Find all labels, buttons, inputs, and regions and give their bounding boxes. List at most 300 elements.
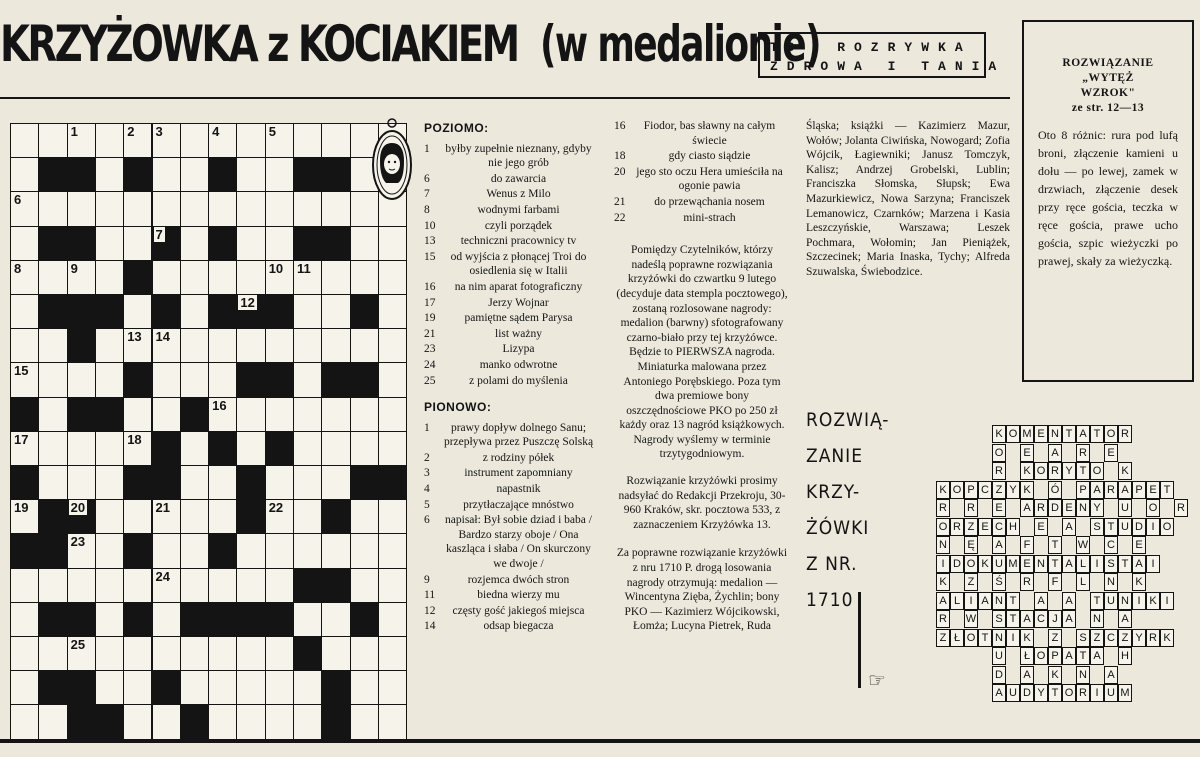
solution-cell: T <box>1062 425 1076 443</box>
clue-item <box>424 358 598 373</box>
grid-cell[interactable] <box>123 191 152 226</box>
grid-cell[interactable] <box>38 362 67 397</box>
grid-cell[interactable] <box>293 123 322 158</box>
clue-number: 7 <box>424 188 430 201</box>
grid-cell[interactable] <box>378 226 407 261</box>
grid-cell[interactable] <box>350 260 379 295</box>
solution-cell: A <box>1062 555 1076 573</box>
solution-cell: Ł <box>950 629 964 647</box>
grid-cell[interactable] <box>180 670 209 705</box>
solution-cell: A <box>1062 647 1076 665</box>
grid-cell[interactable] <box>321 636 350 671</box>
grid-cell[interactable] <box>236 226 265 261</box>
solution-cell: K <box>1118 462 1132 480</box>
grid-cell[interactable] <box>236 636 265 671</box>
clue-number: 17 <box>424 296 436 309</box>
grid-cell[interactable] <box>236 328 265 363</box>
grid-block-cell <box>236 602 265 637</box>
grid-cell[interactable] <box>180 328 209 363</box>
clue-number: 21 <box>155 500 170 516</box>
solution-cell: S <box>1104 555 1118 573</box>
clue-text: manko odwrotne <box>479 358 558 371</box>
grid-cell[interactable] <box>10 157 39 192</box>
grid-cell[interactable] <box>180 431 209 466</box>
grid-cell[interactable] <box>293 704 322 739</box>
grid-cell[interactable] <box>378 568 407 603</box>
solution-cell: E <box>1020 444 1034 462</box>
grid-cell[interactable] <box>123 704 152 739</box>
solution-cell: R <box>1118 425 1132 443</box>
grid-cell[interactable] <box>378 602 407 637</box>
clue-number: 6 <box>14 192 22 208</box>
clue-number: 15 <box>14 363 29 379</box>
clue-number: 9 <box>70 260 78 276</box>
solution-cell: A <box>1020 499 1034 517</box>
grid-block-cell <box>208 226 237 261</box>
solution-cell: R <box>950 518 964 536</box>
solution-cell: T <box>1048 536 1062 554</box>
solution-cell: A <box>1076 425 1090 443</box>
clue-number: 1 <box>424 421 430 434</box>
grid-cell[interactable] <box>123 294 152 329</box>
solution-cell: S <box>1076 629 1090 647</box>
grid-block-cell <box>67 397 96 432</box>
grid-cell[interactable] <box>95 431 124 466</box>
grid-block-cell <box>293 226 322 261</box>
grid-cell[interactable] <box>378 362 407 397</box>
grid-cell[interactable] <box>208 670 237 705</box>
grid-cell[interactable] <box>321 431 350 466</box>
grid-cell[interactable] <box>236 568 265 603</box>
clue-text: wodnymi farbami <box>477 203 560 216</box>
solution-cell: S <box>1090 518 1104 536</box>
grid-cell[interactable] <box>265 636 294 671</box>
grid-cell[interactable] <box>208 568 237 603</box>
pointing-hand-icon: ☞ <box>868 670 886 692</box>
solution-cell: N <box>992 629 1006 647</box>
grid-cell[interactable] <box>95 465 124 500</box>
solution-cell: A <box>992 536 1006 554</box>
grid-cell[interactable] <box>180 499 209 534</box>
grid-cell[interactable] <box>293 328 322 363</box>
grid-cell[interactable] <box>350 226 379 261</box>
solution-cell: O <box>1160 518 1174 536</box>
solution-cell: F <box>1048 573 1062 591</box>
grid-cell[interactable] <box>350 431 379 466</box>
solution-cell: D <box>1048 499 1062 517</box>
grid-cell[interactable] <box>180 123 209 158</box>
grid-cell[interactable] <box>293 431 322 466</box>
grid-cell[interactable] <box>321 294 350 329</box>
solution-cell: S <box>992 610 1006 628</box>
grid-cell[interactable] <box>38 465 67 500</box>
clue-number: 1 <box>424 142 430 155</box>
grid-block-cell <box>293 636 322 671</box>
grid-cell[interactable] <box>180 294 209 329</box>
clue-number: 4 <box>424 483 430 496</box>
grid-cell[interactable] <box>95 568 124 603</box>
grid-cell[interactable] <box>208 191 237 226</box>
grid-cell[interactable] <box>123 499 152 534</box>
grid-cell[interactable] <box>10 568 39 603</box>
grid-cell[interactable] <box>95 670 124 705</box>
solution-cell: R <box>964 499 978 517</box>
grid-cell[interactable] <box>208 499 237 534</box>
clue-number: 5 <box>424 498 430 511</box>
solution-cell: I <box>1006 629 1020 647</box>
solution-cell: A <box>1132 555 1146 573</box>
grid-cell[interactable] <box>152 704 181 739</box>
grid-cell[interactable] <box>123 226 152 261</box>
contest-text: Pomiędzy Czytelników, którzy nadeślą poprawne rozwiązania krzyżówki do czwartku 9 lutego (decyduje data stempla pocztowego), zostaną rozlosowane nagrody: medalion (barwny) sfotografowany czarno-biało przy tej krzyżówce. Będzie to PIERWSZA nagroda. Miniaturka malowana przez Antoniego Porębskiego. Poza tym dwa premiowe bony oszczędnościowe PKO po 250 zł każdy oraz 13 nagród książkowych. Nagrody wyślemy w terminie trzytygodniowym. <box>616 244 788 461</box>
grid-cell[interactable] <box>152 157 181 192</box>
clue-item <box>424 203 598 218</box>
grid-cell[interactable] <box>123 568 152 603</box>
grid-cell[interactable] <box>321 123 350 158</box>
grid-cell[interactable] <box>378 260 407 295</box>
solution-cell: Ś <box>992 573 1006 591</box>
grid-cell[interactable] <box>10 602 39 637</box>
grid-block-cell <box>38 294 67 329</box>
grid-cell[interactable] <box>95 362 124 397</box>
solution-cell: R <box>1076 684 1090 702</box>
solution-cell: D <box>1020 684 1034 702</box>
solution-cell: A <box>936 592 950 610</box>
grid-cell[interactable] <box>236 533 265 568</box>
grid-block-cell <box>123 157 152 192</box>
grid-cell[interactable] <box>10 294 39 329</box>
grid-cell[interactable] <box>67 465 96 500</box>
grid-cell[interactable] <box>38 123 67 158</box>
solution-cell: E <box>1132 536 1146 554</box>
grid-cell[interactable] <box>236 191 265 226</box>
solution-cell: K <box>1020 629 1034 647</box>
solution-cell: N <box>1076 499 1090 517</box>
grid-cell[interactable] <box>350 499 379 534</box>
grid-cell[interactable] <box>236 123 265 158</box>
grid-cell[interactable] <box>180 226 209 261</box>
grid-cell[interactable] <box>10 328 39 363</box>
clue-text: z polami do myślenia <box>469 374 568 387</box>
grid-block-cell <box>152 670 181 705</box>
grid-cell[interactable] <box>378 636 407 671</box>
grid-cell[interactable] <box>293 533 322 568</box>
grid-cell[interactable] <box>378 533 407 568</box>
grid-cell[interactable] <box>95 533 124 568</box>
solution-cell: O <box>1146 499 1160 517</box>
grid-cell[interactable] <box>95 499 124 534</box>
solution-cell: N <box>1104 573 1118 591</box>
grid-cell[interactable] <box>67 431 96 466</box>
solution-cell: O <box>950 481 964 499</box>
grid-cell[interactable] <box>321 533 350 568</box>
solution-cell: P <box>1076 481 1090 499</box>
grid-cell[interactable] <box>236 431 265 466</box>
clue-number: 12 <box>240 295 255 310</box>
grid-block-cell <box>95 704 124 739</box>
solution-cell: W <box>1076 536 1090 554</box>
solution-cell: Z <box>1090 629 1104 647</box>
solution-cell: A <box>1062 610 1076 628</box>
grid-cell[interactable] <box>123 636 152 671</box>
clue-text: do zawarcia <box>490 172 547 185</box>
grid-cell[interactable] <box>265 328 294 363</box>
clue-text: od wyjścia z płonącej Troi do osiedlenia się w Italii <box>450 250 587 278</box>
solution-cell: Z <box>1048 629 1062 647</box>
grid-block-cell <box>38 533 67 568</box>
clue-number: 20 <box>614 165 626 178</box>
solution-cell: K <box>1048 666 1062 684</box>
clue-number: 2 <box>424 451 430 464</box>
grid-cell[interactable] <box>10 226 39 261</box>
grid-cell[interactable] <box>293 670 322 705</box>
solution-cell: D <box>950 555 964 573</box>
solution-cell: A <box>992 684 1006 702</box>
grid-cell[interactable] <box>265 568 294 603</box>
grid-cell[interactable] <box>95 191 124 226</box>
grid-cell[interactable] <box>321 602 350 637</box>
grid-cell[interactable] <box>321 328 350 363</box>
grid-cell[interactable] <box>265 465 294 500</box>
grid-cell[interactable] <box>321 465 350 500</box>
grid-cell[interactable] <box>293 602 322 637</box>
solution-cell: U <box>1006 684 1020 702</box>
solution-cell: H <box>1006 518 1020 536</box>
clue-item <box>424 172 598 187</box>
medallion-icon <box>370 117 414 203</box>
clue-item <box>424 421 598 450</box>
solution-cell: K <box>1020 462 1034 480</box>
grid-cell[interactable] <box>236 157 265 192</box>
grid-cell[interactable] <box>378 294 407 329</box>
grid-cell[interactable] <box>236 397 265 432</box>
clue-item <box>424 466 598 481</box>
grid-cell[interactable] <box>180 533 209 568</box>
solution-cell: E <box>1104 444 1118 462</box>
grid-block-cell <box>180 602 209 637</box>
solution-box <box>1022 20 1194 382</box>
grid-cell[interactable] <box>38 260 67 295</box>
solution-cell: R <box>1146 629 1160 647</box>
grid-cell[interactable] <box>152 636 181 671</box>
clue-text: gdy ciasto siądzie <box>668 150 751 163</box>
solution-cell: D <box>1132 518 1146 536</box>
grid-cell[interactable] <box>95 328 124 363</box>
grid-cell[interactable] <box>321 260 350 295</box>
grid-cell[interactable] <box>95 602 124 637</box>
solution-cell: O <box>1034 462 1048 480</box>
grid-cell[interactable] <box>236 670 265 705</box>
solution-cell: N <box>936 536 950 554</box>
solution-cell: Y <box>1006 481 1020 499</box>
solution-cell: Z <box>992 481 1006 499</box>
solution-cell: Ł <box>1020 647 1034 665</box>
grid-block-cell <box>152 294 181 329</box>
grid-cell[interactable] <box>10 123 39 158</box>
solution-cell: A <box>1090 647 1104 665</box>
grid-cell[interactable] <box>208 362 237 397</box>
grid-cell[interactable] <box>208 704 237 739</box>
grid-cell[interactable] <box>67 191 96 226</box>
clue-number: 14 <box>155 329 170 345</box>
grid-cell[interactable] <box>265 191 294 226</box>
grid-cell[interactable] <box>265 704 294 739</box>
grid-cell[interactable] <box>38 397 67 432</box>
grid-cell[interactable] <box>10 670 39 705</box>
solution-cell: K <box>1020 481 1034 499</box>
grid-cell[interactable] <box>293 499 322 534</box>
grid-cell[interactable] <box>10 636 39 671</box>
grid-cell[interactable] <box>293 294 322 329</box>
grid-cell[interactable] <box>321 397 350 432</box>
grid-cell[interactable] <box>378 499 407 534</box>
solution-cell: Z <box>936 629 950 647</box>
clue-item <box>424 234 598 249</box>
solution-cell: M <box>1006 555 1020 573</box>
grid-cell[interactable] <box>293 362 322 397</box>
grid-cell[interactable] <box>350 328 379 363</box>
grid-cell[interactable] <box>38 704 67 739</box>
grid-cell[interactable] <box>180 157 209 192</box>
grid-cell[interactable] <box>123 397 152 432</box>
grid-cell[interactable] <box>350 533 379 568</box>
grid-cell[interactable] <box>236 704 265 739</box>
solution-cell: O <box>1034 647 1048 665</box>
grid-cell[interactable] <box>378 328 407 363</box>
header-rule <box>0 97 1010 99</box>
solution-cell: O <box>1006 425 1020 443</box>
clue-text: czyli porządek <box>484 219 553 232</box>
clue-item <box>614 149 790 164</box>
grid-cell[interactable] <box>67 568 96 603</box>
grid-cell[interactable] <box>95 260 124 295</box>
clue-text: mini-strach <box>683 211 736 224</box>
grid-cell[interactable] <box>38 328 67 363</box>
grid-cell[interactable] <box>265 226 294 261</box>
grid-cell[interactable] <box>208 328 237 363</box>
grid-cell[interactable] <box>350 568 379 603</box>
grid-cell[interactable] <box>38 431 67 466</box>
grid-cell[interactable] <box>265 533 294 568</box>
grid-cell[interactable] <box>293 191 322 226</box>
clue-number: 18 <box>127 431 142 447</box>
clue-number: 1 <box>70 124 78 139</box>
grid-cell[interactable] <box>321 191 350 226</box>
clue-item <box>424 482 598 497</box>
grid-cell[interactable] <box>95 157 124 192</box>
grid-cell[interactable] <box>378 670 407 705</box>
grid-cell[interactable] <box>378 431 407 466</box>
grid-cell[interactable] <box>265 397 294 432</box>
clue-text: jego sto oczu Hera umieściła na ogonie pawia <box>636 165 783 193</box>
grid-cell[interactable] <box>378 704 407 739</box>
grid-cell[interactable] <box>350 704 379 739</box>
clue-number: 6 <box>424 172 430 185</box>
grid-cell[interactable] <box>208 260 237 295</box>
grid-cell[interactable] <box>236 260 265 295</box>
grid-cell[interactable] <box>180 191 209 226</box>
solution-cell: E <box>1020 555 1034 573</box>
grid-block-cell <box>378 465 407 500</box>
grid-cell[interactable] <box>38 191 67 226</box>
grid-block-cell <box>321 499 350 534</box>
grid-cell[interactable] <box>293 397 322 432</box>
grid-cell[interactable] <box>180 568 209 603</box>
clue-item <box>424 374 598 389</box>
clue-item <box>424 187 598 202</box>
grid-cell[interactable] <box>152 191 181 226</box>
grid-block-cell <box>123 362 152 397</box>
grid-cell[interactable] <box>152 397 181 432</box>
grid-cell[interactable] <box>350 397 379 432</box>
grid-block-cell <box>123 602 152 637</box>
grid-cell[interactable] <box>152 602 181 637</box>
grid-cell[interactable] <box>152 533 181 568</box>
grid-cell[interactable] <box>265 670 294 705</box>
grid-cell[interactable] <box>180 362 209 397</box>
grid-cell[interactable] <box>180 636 209 671</box>
grid-block-cell <box>350 602 379 637</box>
solution-cell: A <box>1062 518 1076 536</box>
clue-number: 22 <box>268 500 284 516</box>
grid-cell[interactable] <box>10 704 39 739</box>
grid-block-cell <box>67 704 96 739</box>
solution-cell: T <box>1076 462 1090 480</box>
grid-cell[interactable] <box>152 362 181 397</box>
grid-cell[interactable] <box>350 670 379 705</box>
clue-number: 9 <box>424 573 430 586</box>
solution-cell: O <box>936 518 950 536</box>
solution-cell: O <box>1090 462 1104 480</box>
grid-cell[interactable] <box>180 465 209 500</box>
grid-cell[interactable] <box>95 226 124 261</box>
grid-cell[interactable] <box>180 260 209 295</box>
solution-cell: K <box>1146 592 1160 610</box>
grid-block-cell <box>123 465 152 500</box>
grid-cell[interactable] <box>38 568 67 603</box>
solution-cell: R <box>992 462 1006 480</box>
solution-cell: U <box>1104 592 1118 610</box>
solution-cell: U <box>1118 499 1132 517</box>
clue-number: 16 <box>424 280 436 293</box>
solution-cell: R <box>1076 444 1090 462</box>
grid-cell[interactable] <box>293 465 322 500</box>
grid-block-cell <box>236 499 265 534</box>
grid-cell[interactable] <box>67 362 96 397</box>
grid-cell[interactable] <box>208 636 237 671</box>
clue-item <box>424 142 598 171</box>
grid-cell[interactable] <box>208 465 237 500</box>
solution-cell: T <box>1104 518 1118 536</box>
solution-cell: A <box>1034 592 1048 610</box>
grid-cell[interactable] <box>350 636 379 671</box>
grid-cell[interactable] <box>95 123 124 158</box>
grid-cell[interactable] <box>123 670 152 705</box>
grid-cell[interactable] <box>378 397 407 432</box>
grid-block-cell <box>38 499 67 534</box>
clue-text: Wenus z Milo <box>486 188 551 201</box>
clue-number: 16 <box>212 397 227 413</box>
clue-number: 19 <box>424 312 436 325</box>
clue-item <box>424 250 598 279</box>
grid-cell[interactable] <box>152 260 181 295</box>
grid-cell[interactable] <box>95 636 124 671</box>
grid-cell[interactable] <box>265 157 294 192</box>
clue-number: 24 <box>424 358 436 371</box>
grid-cell[interactable] <box>38 636 67 671</box>
solution-cell: K <box>992 425 1006 443</box>
solution-cell: I <box>1132 592 1146 610</box>
